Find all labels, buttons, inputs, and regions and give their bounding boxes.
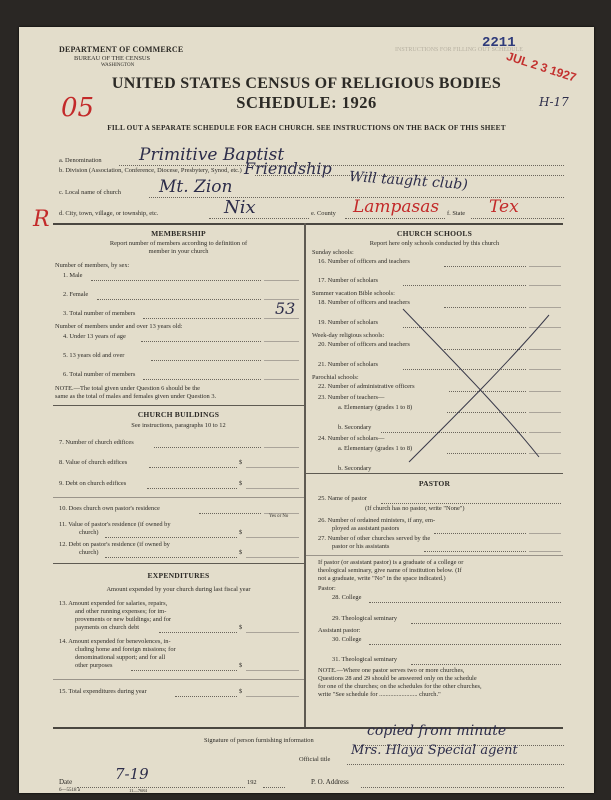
bureau-label: BUREAU OF THE CENSUS [74,55,151,62]
q17-label: 17. Number of scholars [318,277,378,284]
q13-label: provements or new buildings; and for [75,616,172,623]
expenditures-sub: Amount expended by your church during last fiscal year [106,586,251,593]
local-name-value: Mt. Zion [159,177,233,197]
dollar-sign: $ [239,624,243,631]
q23-label: 23. Number of teachers— [318,394,385,401]
pastor-label: Pastor: [318,585,336,592]
q25-note: (If church has no pastor, write "None") [365,505,465,512]
sunday-label: Sunday schools: [312,249,354,256]
yes-no-label: Yes or No [269,514,289,519]
q26-label: 26. Number of ordained ministers, if any, em- [318,517,436,524]
form-number: 6—5518 a [59,788,80,793]
college-instruction: If pastor (or assistant pastor) is a graduate of a college or [318,559,464,566]
q13-label: 13. Amount expended for salaries, repairs, [59,600,168,607]
official-title-label: Official title [299,756,331,763]
expenditures-heading: EXPENDITURES [147,571,210,580]
assistant-label: Assistant pastor: [318,627,361,634]
membership-heading: MEMBERSHIP [151,229,206,238]
summer-label: Summer vacation Bible schools: [312,290,395,297]
weekday-label: Week-day religious schools: [312,332,385,339]
year-label: 192 [247,779,257,786]
received-stamp: JUL 2 3 1927 [504,49,578,85]
q2-label: 2. Female [63,291,89,298]
city-label: WASHINGTON [101,63,135,68]
q26-label: ployed as assistant pastors [332,525,400,532]
membership-note: NOTE.—The total given under Question 6 should be the [55,385,201,392]
q3-label: 3. Total number of members [63,310,136,317]
pastor-note: for one of the churches; on the schedules for the other churches, [318,683,482,690]
code-mark: H-17 [539,95,569,109]
buildings-heading: CHURCH BUILDINGS [137,410,220,419]
q6-label: 6. Total number of members [63,371,136,378]
q7-label: 7. Number of church edifices [59,439,134,446]
q4-label: 4. Under 13 years of age [63,333,126,340]
schools-heading: CHURCH SCHOOLS [396,229,473,238]
dollar-sign: $ [239,662,243,669]
division-label: b. Division (Association, Conference, Diocese, Presbytery, Synod, etc.) [59,167,242,174]
pastor-note: NOTE.—Where one pastor serves two or more churches, [318,667,465,674]
membership-sub: member in your church [148,248,209,255]
instruction-line: FILL OUT A SEPARATE SCHEDULE FOR EACH CHURCH. SEE INSTRUCTIONS ON THE BACK OF THIS SHEET [107,123,506,132]
schedule-title: SCHEDULE: 1926 [236,93,377,112]
q27-label: 27. Number of other churches served by the [318,535,431,542]
dollar-sign: $ [239,688,243,695]
census-form [19,27,594,793]
q11-label: 11. Value of pastor's residence (if owned by [59,521,171,528]
q20-label: 20. Number of officers and teachers [318,341,410,348]
dollar-sign: $ [239,529,243,536]
q21-label: 21. Number of scholars [318,361,378,368]
local-name-note: Will taught club) [348,168,469,194]
date-value: 7-19 [115,765,149,783]
q25-label: 25. Name of pastor [318,495,367,502]
signature-value: copied from minute [367,723,507,739]
q14-label: cluding home and foreign missions; for [75,646,176,653]
denomination-value: Primitive Baptist [139,145,285,165]
membership-sub: Report number of members according to definition of [109,240,248,247]
parochial-label: Parochial schools: [312,374,359,381]
q31-label: 31. Theological seminary [332,656,398,663]
age-label: Number of members under and over 13 years old: [55,323,183,330]
q28-label: 28. College [332,594,362,601]
city-label: d. City, town, village, or township, etc. [59,210,159,217]
q16-label: 16. Number of officers and teachers [318,258,410,265]
q29-label: 29. Theological seminary [332,615,398,622]
q14-label: other purposes [75,662,113,669]
q15-label: 15. Total expenditures during year [59,688,147,695]
cross-out-mark [389,307,559,467]
q11-label: church) [79,529,99,536]
date-label: Date [59,778,73,786]
dollar-sign: $ [239,459,243,466]
red-mark-r: R [33,207,50,232]
state-label: f. State [447,210,466,217]
division-value: Friendship [244,159,332,178]
signature-label: Signature of person furnishing information [204,737,314,744]
q18-label: 18. Number of officers and teachers [318,299,410,306]
q24a-label: a. Elementary (grades 1 to 8) [338,445,413,452]
q14-label: denominational support; and for all [75,654,166,661]
stamp-number: 2211 [482,35,516,51]
county-label: e. County [311,210,336,217]
denomination-label: a. Denomination [59,157,102,164]
membership-note: same as the total of males and females given under Question 3. [55,393,217,400]
dept-label: DEPARTMENT OF COMMERCE [59,45,184,54]
pastor-note: write "See schedule for ........................ church." [318,691,441,698]
q23a-label: a. Elementary (grades 1 to 8) [338,404,413,411]
q3-value: 53 [275,299,296,318]
college-instruction: theological seminary, give name of institution below. (If [318,567,462,574]
by-sex-label: Number of members, by sex: [55,262,130,269]
q27-label: pastor or his assistants [332,543,390,550]
pastor-note: Questions 28 and 29 should be answered only on the schedule [318,675,477,682]
q13-label: and other running expenses; for im- [75,608,167,615]
schools-sub: Report here only schools conducted by this church [369,240,500,247]
faded-back-text: INSTRUCTIONS FOR FILLING OUT SCHEDULE [395,47,523,53]
q22-label: 22. Number of administrative officers [318,383,415,390]
red-code: 05 [61,93,95,123]
q10-label: 10. Does church own pastor's residence [59,505,160,512]
print-number: 11—7684 [129,788,147,793]
city-value: Nix [224,197,256,218]
q24b-label: b. Secondary [338,465,372,472]
q30-label: 30. College [332,636,362,643]
county-value: Lampasas [353,197,440,217]
state-value: Tex [489,197,519,217]
q13-label: payments on church debt [75,624,140,631]
dollar-sign: $ [239,480,243,487]
q19-label: 19. Number of scholars [318,319,378,326]
college-instruction: not a graduate, write "No" in the space indicated.) [318,575,446,582]
q12-label: church) [79,549,99,556]
local-name-label: c. Local name of church [59,189,121,196]
official-title-value: Mrs. Hlaya Special agent [351,743,518,758]
q24-label: 24. Number of scholars— [318,435,385,442]
q23b-label: b. Secondary [338,424,372,431]
pastor-heading: PASTOR [418,479,451,488]
buildings-sub: See instructions, paragraphs 10 to 12 [131,422,226,429]
q14-label: 14. Amount expended for benevolences, in- [59,638,171,645]
q9-label: 9. Debt on church edifices [59,480,127,487]
q1-label: 1. Male [63,272,83,279]
q8-label: 8. Value of church edifices [59,459,128,466]
q5-label: 5. 13 years old and over [63,352,125,359]
po-address-label: P. O. Address [311,778,349,786]
dollar-sign: $ [239,549,243,556]
q12-label: 12. Debt on pastor's residence (if owned by [59,541,170,548]
form-title: UNITED STATES CENSUS OF RELIGIOUS BODIES [111,75,502,92]
